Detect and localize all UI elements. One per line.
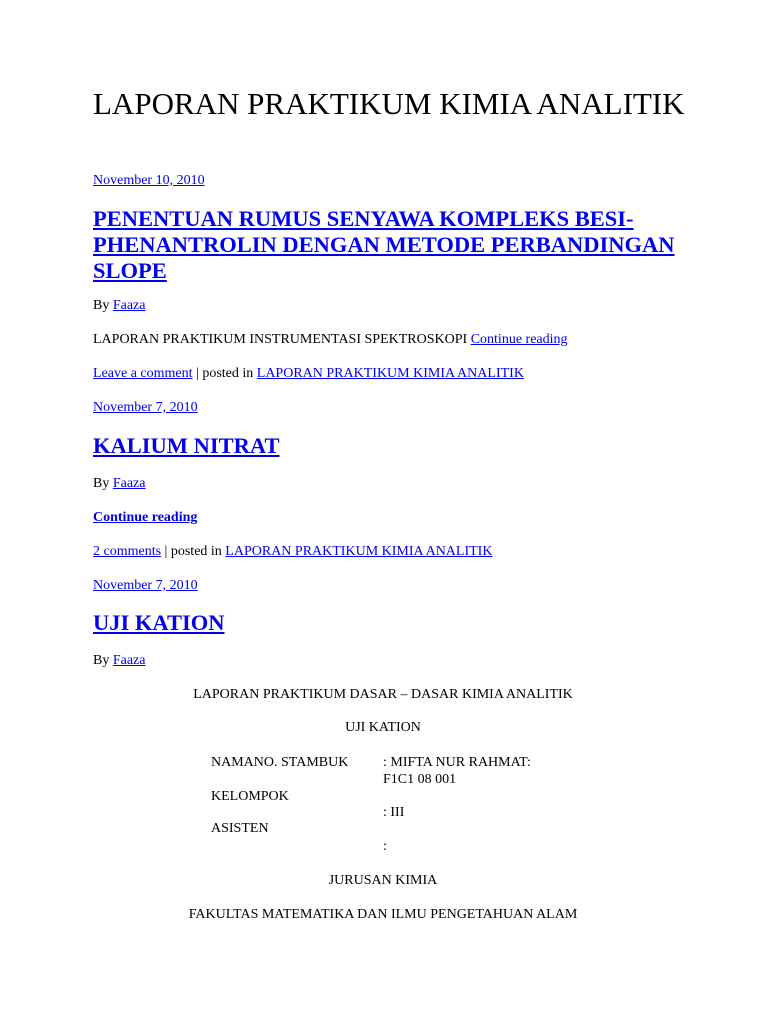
report-field-name-label: NAMANO. STAMBUK xyxy=(211,755,349,770)
continue-reading-link[interactable]: Continue reading xyxy=(470,332,568,347)
post-title-heading xyxy=(93,433,693,459)
continue-reading-link[interactable]: Continue reading xyxy=(93,510,198,525)
report-subheading: UJI KATION xyxy=(345,720,421,735)
report-faculty: FAKULTAS MATEMATIKA DAN ILMU PENGETAHUAN ALAM xyxy=(188,907,578,922)
author-link[interactable]: Faaza xyxy=(112,653,146,668)
blog-title: LAPORAN PRAKTIKUM KIMIA ANALITIK xyxy=(93,86,685,121)
report-field-group-label: KELOMPOK xyxy=(211,789,289,804)
post-title-heading xyxy=(93,610,693,636)
posted-in-label: | posted in xyxy=(164,544,222,559)
posted-in-label: | posted in xyxy=(196,366,254,381)
category-link[interactable]: LAPORAN PRAKTIKUM KIMIA ANALITIK xyxy=(256,366,524,381)
author-link[interactable]: Faaza xyxy=(112,298,146,313)
post-byline xyxy=(93,297,146,315)
post-meta xyxy=(93,365,524,383)
report-field-name-value: : MIFTA NUR RAHMAT: xyxy=(383,755,531,770)
post-title-heading xyxy=(93,206,693,284)
comments-link[interactable]: 2 comments xyxy=(93,544,162,559)
report-department: JURUSAN KIMIA xyxy=(328,873,438,888)
report-field-assistant-value: : xyxy=(383,839,387,854)
report-field-group-value: : III xyxy=(383,805,405,820)
by-label: By xyxy=(93,653,110,668)
post-title-link[interactable]: UJI KATION xyxy=(93,610,225,635)
author-link[interactable]: Faaza xyxy=(112,476,146,491)
post-excerpt xyxy=(93,331,568,349)
report-field-number-value: F1C1 08 001 xyxy=(383,772,457,787)
by-label: By xyxy=(93,298,110,313)
category-link[interactable]: LAPORAN PRAKTIKUM KIMIA ANALITIK xyxy=(225,544,493,559)
excerpt-text: LAPORAN PRAKTIKUM INSTRUMENTASI SPEKTROSKOPI xyxy=(93,332,468,347)
post-title-link[interactable]: PENENTUAN RUMUS SENYAWA KOMPLEKS BESI-PHENANTROLIN DENGAN METODE PERBANDINGAN SLOPE xyxy=(93,206,675,283)
report-field-assistant-label: ASISTEN xyxy=(211,821,269,836)
post-date-link[interactable]: November 10, 2010 xyxy=(93,173,205,188)
report-heading: LAPORAN PRAKTIKUM DASAR – DASAR KIMIA ANALITIK xyxy=(193,687,573,702)
post-byline xyxy=(93,475,146,493)
post-meta xyxy=(93,543,492,561)
post-date-link[interactable]: November 7, 2010 xyxy=(93,578,198,593)
post-date-link[interactable]: November 7, 2010 xyxy=(93,400,198,415)
post-byline xyxy=(93,652,146,670)
post-title-link[interactable]: KALIUM NITRAT xyxy=(93,433,280,458)
comments-link[interactable]: Leave a comment xyxy=(93,366,193,381)
by-label: By xyxy=(93,476,110,491)
